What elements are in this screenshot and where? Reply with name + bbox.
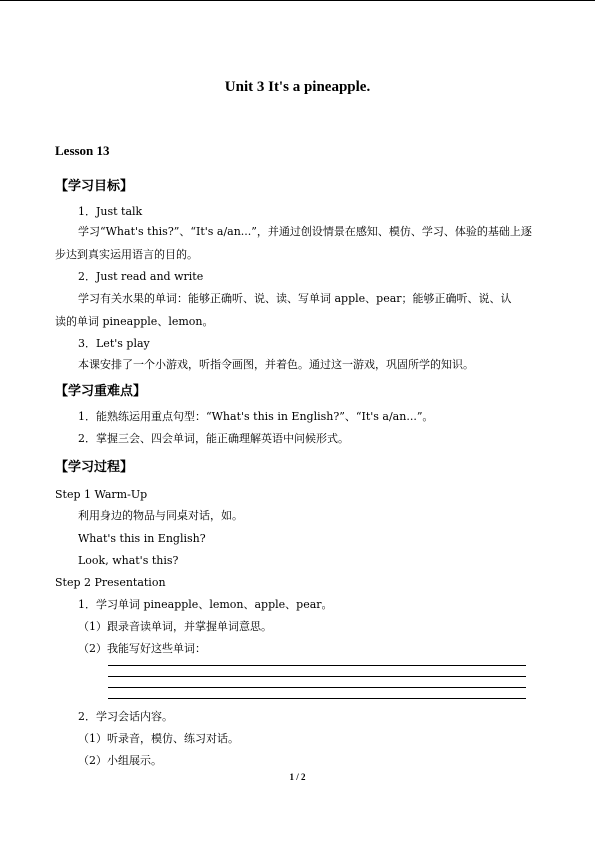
step2-item2: 2．学习会话内容。 [78, 710, 173, 723]
step1-line2: What's this in English? [78, 532, 206, 545]
objective-2-heading: 2．Just read and write [78, 270, 204, 283]
step1-line1: 利用身边的物品与同桌对话，如。 [78, 509, 243, 522]
objective-2-text-line1: 学习有关水果的单词：能够正确听、说、读、写单词 apple、pear；能够正确听、说、认 [78, 292, 512, 305]
step2-sub1: （1）跟录音读单词，并掌握单词意思。 [78, 620, 272, 633]
objective-3-heading: 3．Let's play [78, 337, 150, 350]
objective-1-text-line2: 步达到真实运用语言的目的。 [55, 248, 198, 261]
lesson-heading: Lesson 13 [55, 143, 110, 158]
objective-1-heading: 1．Just talk [78, 205, 143, 218]
step2-sub3: （1）听录音，模仿、练习对话。 [78, 732, 239, 745]
section-process-heading: 【学习过程】 [55, 460, 134, 475]
keypoint-1: 1．能熟练运用重点句型：“What's this in English?”、“It's a/an...”。 [78, 410, 434, 423]
section-keypoints-heading: 【学习重难点】 [55, 384, 147, 399]
writing-line-1[interactable] [108, 665, 526, 666]
objective-2-text-line2: 读的单词 pineapple、lemon。 [55, 315, 214, 328]
page-number: 1 / 2 [289, 772, 306, 782]
step1-line3: Look, what's this? [78, 554, 179, 567]
writing-line-2[interactable] [108, 676, 526, 677]
step1-heading: Step 1 Warm-Up [55, 488, 148, 501]
step2-sub4: （2）小组展示。 [78, 754, 162, 767]
writing-line-3[interactable] [108, 687, 526, 688]
step2-sub2: （2）我能写好这些单词： [78, 642, 206, 655]
keypoint-2: 2．掌握三会、四会单词，能正确理解英语中问候形式。 [78, 432, 349, 445]
step2-heading: Step 2 Presentation [55, 576, 166, 589]
objective-3-text-line1: 本课安排了一个小游戏，听指令画图，并着色。通过这一游戏，巩固所学的知识。 [78, 358, 474, 371]
section-objectives-heading: 【学习目标】 [55, 179, 134, 194]
writing-line-4[interactable] [108, 698, 526, 699]
document-title: Unit 3 It's a pineapple. [224, 79, 371, 95]
step2-item1: 1．学习单词 pineapple、lemon、apple、pear。 [78, 598, 333, 611]
objective-1-text-line1: 学习“What's this?”、“It's a/an...”，并通过创设情景在感知、模仿、学习、体验的基础上逐 [78, 225, 532, 238]
